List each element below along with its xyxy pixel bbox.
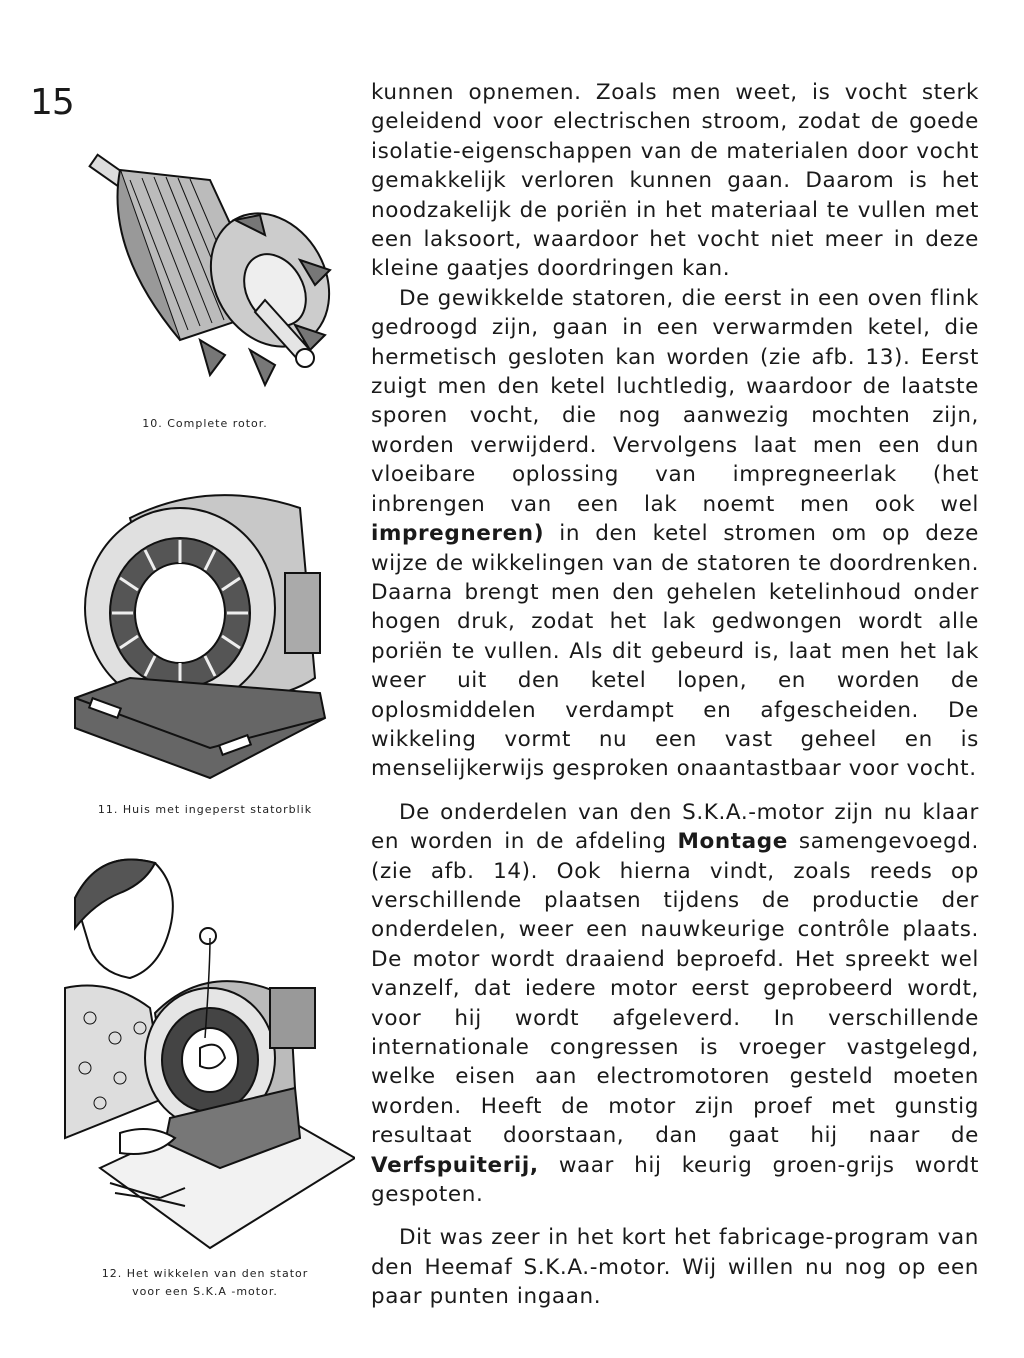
paragraph-1: kunnen opnemen. Zoals men weet, is vocht sterk geleidend voor electrischen stroom, zodat de goede isolatie-eigenschappen van de materialen door vocht gemakkelijk verloren kunnen gaan. Daarom is het noodzakelijk de poriën in het materiaal te vullen met een laksoort, waardoor het vocht niet meer in deze kleine gaatjes doordringen kan. xyxy=(371,80,979,282)
motor-housing-illustration xyxy=(70,478,340,788)
page-number: 15 xyxy=(30,82,74,123)
figure-12-caption-line2: voor een S.K.A -motor. xyxy=(132,1285,278,1298)
paragraph-2: De gewikkelde statoren, die eerst in een oven flink gedroogd zijn, gaan in een verwarmden ketel, die hermetisch gesloten kan worden (zie afb. 13). Eerst zuigt men den ketel luchtledig, waardoor de laatste sporen vocht, die nog aanwezig mochten zijn, worden verwijderd. Vervolgens laat men een dun vloeibare oplossing van impregneerlak (het inbrengen van een lak noemt men ook wel impregneren) in den ketel stromen om op deze wijze de wikkelingen van de statoren te doordrenken. Daarna brengt men den gehelen ketelinhoud onder hogen druk, zodat het lak gedwongen wordt alle poriën te vullen. Als dit gebeurd is, laat men het lak weer uit den ketel lopen, en worden de oplosmiddelen verdampt en afgescheiden. De wikkeling vormt nu een vast geheel en is menselijkerwijs gesproken onaantastbaar voor vocht. xyxy=(371,285,979,782)
term-impregneren: impregneren) xyxy=(371,521,545,547)
main-text xyxy=(371,78,979,1312)
figure-12-caption-line1: 12. Het wikkelen van den stator xyxy=(101,1267,309,1280)
paragraph-4: Dit was zeer in het kort het fabricage-program van den Heemaf S.K.A.-motor. Wij willen nu nog op een paar punten ingaan. xyxy=(371,1225,979,1310)
term-verfspuiterij: Verfspuiterij, xyxy=(371,1152,539,1178)
stator-winding-illustration xyxy=(60,838,355,1258)
rotor-illustration xyxy=(60,140,350,410)
figure-11-caption: 11. Huis met ingeperst statorblik xyxy=(97,803,313,816)
term-montage: Montage xyxy=(677,829,788,855)
figure-10-caption: 10. Complete rotor. xyxy=(142,417,268,430)
paragraph-3: De onderdelen van den S.K.A.-motor zijn nu klaar en worden in de afdeling Montage samengevoegd. (zie afb. 14). Ook hierna vindt, zoals reeds op verschillende plaatsen tijdens de productie der onderdelen, weer een nauwkeurige contrôle plaats. De motor wordt draaiend beproefd. Het spreekt wel vanzelf, dat iedere motor eerst geprobeerd wordt, voor hij wordt afgeleverd. In verschillende internationale congressen is vroeger vastgelegd, welke eisen aan electromotoren gesteld moeten worden. Heeft de motor zijn proef met gunstig resultaat doorstaan, dan gaat hij naar de Verfspuiterij, waar hij keurig groen-grijs wordt gespoten. xyxy=(371,799,979,1208)
